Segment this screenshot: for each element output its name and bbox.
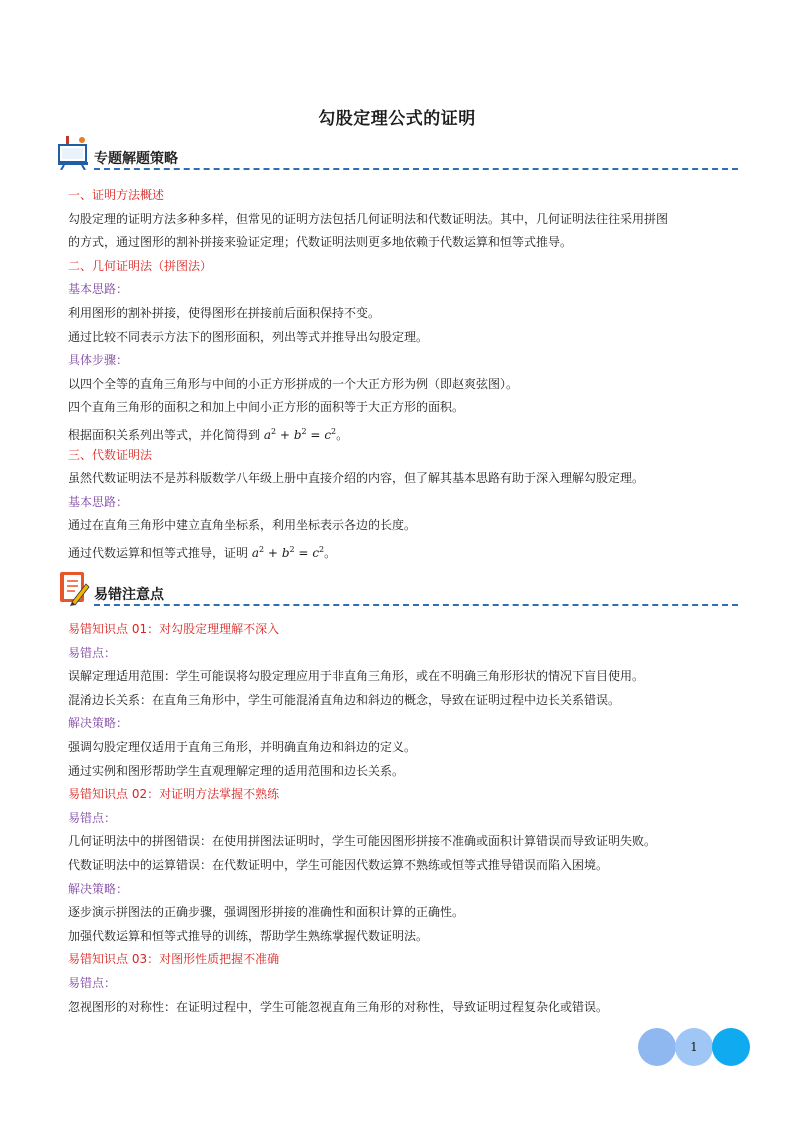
section-heading-text: 专题解题策略: [94, 151, 178, 167]
subheading-basic-idea: 基本思路：: [68, 282, 129, 297]
section-divider: [94, 168, 738, 170]
paragraph-line: 几何证明法中的拼图错误：在使用拼图法证明时，学生可能因图形拼接不准确或面积计算错误而导致证明失败。: [68, 834, 657, 849]
heading-geometric: 二、几何证明法（拼图法）: [68, 258, 213, 273]
subheading-error-points: 易错点：: [68, 645, 117, 660]
board-icon: [58, 136, 90, 174]
pitfall-heading-2: 易错知识点 02：对证明方法掌握不熟练: [68, 787, 280, 802]
subheading-solutions: 解决策略：: [68, 716, 129, 731]
formula-line: 根据面积关系列出等式，并化简得到 $a^2 + b^2 = c^2$。: [68, 426, 349, 442]
badge-circle-right: [712, 1028, 750, 1066]
paragraph-line: 通过实例和图形帮助学生直观理解定理的适用范围和边长关系。: [68, 763, 405, 778]
paragraph-line: 勾股定理的证明方法多种多样，但常见的证明方法包括几何证明法和代数证明法。其中，几何证明法往往采用拼图: [68, 211, 669, 226]
section-pitfalls-content: [68, 618, 736, 1019]
pythagorean-formula: $a^2 + b^2 = c^2$: [263, 426, 337, 442]
paragraph-line: 强调勾股定理仅适用于直角三角形，并明确直角边和斜边的定义。: [68, 739, 417, 754]
section-header-strategy: [58, 136, 738, 176]
formula-lead-text: 通过代数运算和恒等式推导，证明: [68, 545, 249, 560]
section-strategy-content: [68, 184, 736, 562]
pitfall-heading-3: 易错知识点 03：对图形性质把握不准确: [68, 952, 280, 967]
paragraph-line: 以四个全等的直角三角形与中间的小正方形拼成的一个大正方形为例（即赵爽弦图）。: [68, 376, 519, 391]
pitfall-heading-1: 易错知识点 01：对勾股定理理解不深入: [68, 622, 280, 636]
paragraph-line: 四个直角三角形的面积之和加上中间小正方形的面积等于大正方形的面积。: [68, 400, 465, 415]
heading-algebraic: 三、代数证明法: [68, 447, 153, 462]
paragraph-line: 忽视图形的对称性：在证明过程中，学生可能忽视直角三角形的对称性，导致证明过程复杂化或错误。: [68, 999, 609, 1014]
section-header-pitfalls: [58, 570, 738, 610]
paragraph-line: 代数证明法中的运算错误：在代数证明中，学生可能因代数运算不熟练或恒等式推导错误而陷入困境。: [68, 857, 609, 872]
subheading-error-points: 易错点：: [68, 810, 117, 825]
paragraph-line: 利用图形的割补拼接，使得图形在拼接前后面积保持不变。: [68, 305, 381, 320]
paragraph-line: 混淆边长关系：在直角三角形中，学生可能混淆直角边和斜边的概念，导致在证明过程中边长关系错误。: [68, 692, 621, 707]
section-heading-text: 易错注意点: [94, 587, 164, 603]
formula-line: 通过代数运算和恒等式推导，证明 $a^2 + b^2 = c^2$。: [68, 544, 337, 560]
paragraph-line: 通过在直角三角形中建立直角坐标系，利用坐标表示各边的长度。: [68, 518, 417, 533]
badge-circle-left: [638, 1028, 676, 1066]
heading-overview: 一、证明方法概述: [68, 188, 165, 202]
page-number: 1: [690, 1040, 698, 1054]
pythagorean-formula: $a^2 + b^2 = c^2$: [251, 544, 325, 560]
notebook-pencil-icon: [58, 570, 90, 610]
subheading-error-points: 易错点：: [68, 975, 117, 990]
subheading-solutions: 解决策略：: [68, 881, 129, 896]
page-number-badge: [638, 1028, 752, 1068]
subheading-steps: 具体步骤：: [68, 353, 129, 368]
paragraph-line: 误解定理适用范围：学生可能误将勾股定理应用于非直角三角形，或在不明确三角形形状的情况下盲目使用。: [68, 669, 645, 684]
paragraph-line: 虽然代数证明法不是苏科版数学八年级上册中直接介绍的内容，但了解其基本思路有助于深入理解勾股定理。: [68, 471, 645, 486]
subheading-basic-idea: 基本思路：: [68, 494, 129, 509]
page-title: 勾股定理公式的证明: [318, 109, 476, 129]
paragraph-line: 加强代数运算和恒等式推导的训练，帮助学生熟练掌握代数证明法。: [68, 928, 429, 943]
paragraph-line: 逐步演示拼图法的正确步骤，强调图形拼接的准确性和面积计算的正确性。: [68, 905, 465, 920]
paragraph-line: 的方式，通过图形的割补拼接来验证定理；代数证明法则更多地依赖于代数运算和恒等式推导。: [68, 235, 573, 250]
section-divider: [94, 604, 738, 606]
paragraph-line: 通过比较不同表示方法下的图形面积，列出等式并推导出勾股定理。: [68, 329, 429, 344]
formula-lead-text: 根据面积关系列出等式，并化简得到: [68, 427, 261, 442]
